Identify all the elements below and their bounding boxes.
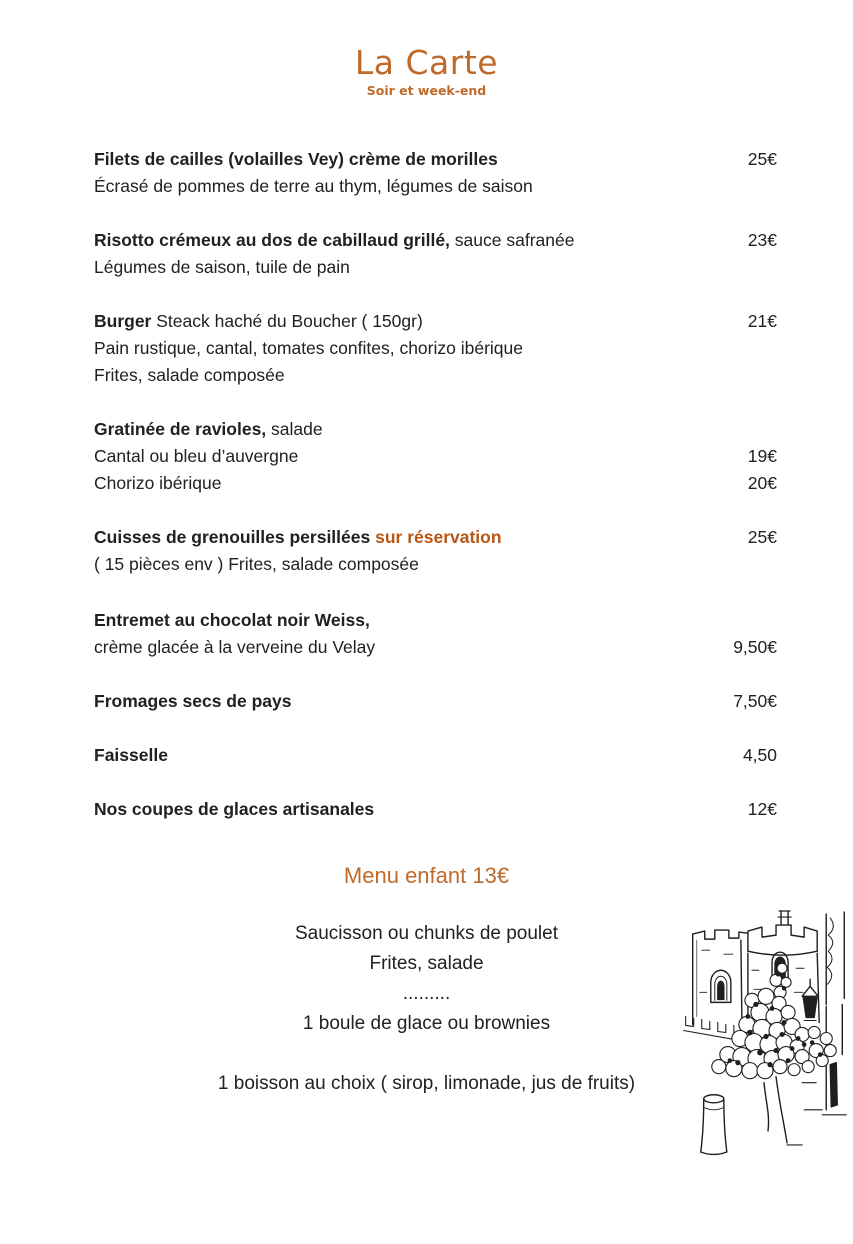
dish-price: 25€ (747, 149, 777, 169)
dish-name: Risotto crémeux au dos de cabillaud grillé, (94, 230, 450, 250)
menu-item-burger (94, 308, 777, 389)
dish-name: Filets de cailles (volailles Vey) crème de morilles (94, 149, 498, 169)
dish-name: Cuisses de grenouilles persillées (94, 527, 376, 547)
dish-price: 7,50€ (733, 691, 777, 711)
dish-name: Burger (94, 311, 152, 331)
dish-name: Gratinée de ravioles, (94, 419, 267, 439)
dish-price: 19€ (747, 446, 777, 466)
dish-description: Steack haché du Boucher ( 150gr) (151, 311, 423, 331)
dish-price: 21€ (747, 311, 777, 331)
dish-price: 20€ (747, 473, 777, 493)
menu-line (94, 227, 777, 254)
dish-name: Fromages secs de pays (94, 691, 292, 711)
kids-menu-separator-dots: ......... (402, 983, 451, 1004)
kids-menu-line: Saucisson ou chunks de poulet (294, 923, 558, 944)
dish-price: 4,50 (742, 745, 777, 765)
dish-description: crème glacée à la verveine du Velay (94, 637, 376, 657)
menu-item-risotto (94, 227, 777, 281)
dish-price: 23€ (747, 230, 777, 250)
menu-line (94, 146, 777, 173)
menu-item-coupes-de-glaces (94, 796, 777, 823)
dish-variant: Cantal ou bleu d’auvergne (94, 446, 299, 466)
menu-item-cuisses-de-grenouilles (94, 524, 777, 578)
page-title: La Carte (354, 43, 499, 82)
menu-header (0, 44, 853, 100)
dish-description: Frites, salade composée (94, 365, 285, 385)
menu-line (94, 551, 777, 578)
menu-line (94, 335, 777, 362)
dish-price: 9,50€ (733, 637, 777, 657)
menu-line (94, 796, 777, 823)
dish-description: salade (266, 419, 323, 439)
dish-description: ( 15 pièces env ) Frites, salade composée (94, 554, 419, 574)
menu-item-faisselle (94, 742, 777, 769)
menu-item-fromages (94, 688, 777, 715)
castle-tower-sketch-illustration (683, 904, 853, 1160)
menu-line (94, 742, 777, 769)
menu-line (94, 443, 777, 470)
kids-menu-drinks-line: 1 boisson au choix ( sirop, limonade, jus de fruits) (217, 1073, 636, 1094)
menu-list (94, 146, 777, 823)
menu-line (94, 308, 777, 335)
menu-line (94, 173, 777, 200)
menu-line (94, 254, 777, 281)
reservation-note: sur réservation (375, 527, 502, 547)
dish-name: Nos coupes de glaces artisanales (94, 799, 375, 819)
dish-name: Faisselle (94, 745, 168, 765)
menu-line (94, 416, 777, 443)
dish-price: 25€ (747, 527, 777, 547)
dish-name: Entremet au chocolat noir Weiss, (94, 610, 370, 630)
menu-item-gratinee-de-ravioles (94, 416, 777, 497)
menu-line (94, 634, 777, 661)
menu-line (94, 470, 777, 497)
menu-line (94, 362, 777, 389)
kids-menu-title: Menu enfant 13€ (343, 863, 510, 888)
dish-description: sauce safranée (449, 230, 575, 250)
dish-variant: Chorizo ibérique (94, 473, 222, 493)
menu-line (94, 524, 777, 551)
dish-price: 12€ (747, 799, 777, 819)
dish-description: Écrasé de pommes de terre au thym, légumes de saison (94, 176, 533, 196)
dish-description: Pain rustique, cantal, tomates confites, chorizo ibérique (94, 338, 523, 358)
menu-item-entremet (94, 607, 777, 661)
menu-line (94, 607, 777, 634)
kids-menu-line: 1 boule de glace ou brownies (302, 1013, 551, 1034)
kids-menu-line: Frites, salade (369, 953, 484, 974)
dish-description: Légumes de saison, tuile de pain (94, 257, 350, 277)
page-subtitle: Soir et week-end (366, 83, 487, 98)
menu-item-filets-de-cailles (94, 146, 777, 200)
menu-line (94, 688, 777, 715)
